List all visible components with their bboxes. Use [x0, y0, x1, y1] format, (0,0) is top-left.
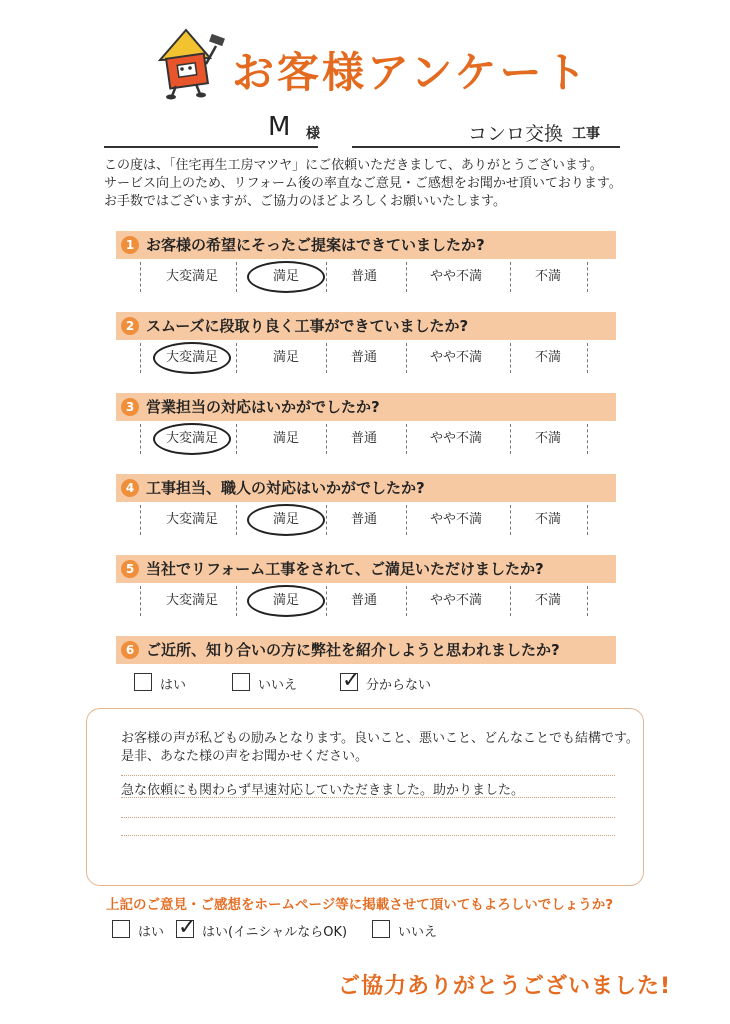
option-separator — [510, 586, 511, 616]
option-satisfied[interactable]: 満足 — [272, 512, 299, 527]
option-separator — [587, 586, 588, 616]
option-separator — [140, 505, 141, 535]
option-average[interactable]: 普通 — [350, 350, 377, 365]
option-separator — [236, 424, 237, 454]
question-1-options — [140, 260, 588, 294]
question-number-badge: 1 — [121, 236, 139, 254]
checkmark-icon: ✓ — [342, 668, 361, 693]
work-type-suffix: 工事 — [572, 126, 600, 142]
customer-name-underline — [104, 146, 318, 148]
option-dissatisfied[interactable]: 不満 — [534, 431, 561, 446]
question-2-header — [116, 312, 616, 340]
option-dissatisfied[interactable]: 不満 — [534, 350, 561, 365]
question-6-options — [134, 670, 464, 694]
question-text: お客様の希望にそったご提案はできていましたか? — [146, 236, 485, 254]
voice-prompt-line-2: 是非、あなた様の声をお聞かせください。 — [121, 749, 369, 764]
question-5-options — [140, 584, 588, 618]
option-somewhat-dissatisfied[interactable]: やや不満 — [429, 431, 482, 446]
option-average[interactable]: 普通 — [350, 593, 377, 608]
option-satisfied[interactable]: 満足 — [272, 269, 299, 284]
selected-answer-circle — [153, 423, 231, 455]
option-separator — [406, 505, 407, 535]
option-separator — [140, 343, 141, 373]
option-separator — [510, 424, 511, 454]
option-average[interactable]: 普通 — [350, 431, 377, 446]
question-6-header — [116, 636, 616, 664]
consent-question: 上記のご意見・ご感想をホームページ等に掲載させて頂いてもよろしいでしょうか? — [106, 897, 614, 913]
q6-checkbox-yes[interactable] — [134, 673, 152, 691]
option-separator — [587, 262, 588, 292]
q6-label-no: いいえ — [258, 678, 298, 693]
checkmark-icon: ✓ — [178, 915, 197, 940]
option-separator — [140, 424, 141, 454]
intro-text — [104, 157, 622, 211]
option-average[interactable]: 普通 — [350, 512, 377, 527]
option-very-satisfied[interactable]: 大変満足 — [165, 512, 218, 527]
voice-prompt-line-1: お客様の声が私どもの励みとなります。良いこと、悪いこと、どんなことでも結構です。 — [121, 731, 639, 746]
option-separator — [140, 262, 141, 292]
q6-label-yes: はい — [160, 678, 187, 693]
consent-label-no: いいえ — [398, 925, 438, 940]
question-3-header — [116, 393, 616, 421]
customer-name-suffix: 様 — [306, 126, 320, 142]
option-average[interactable]: 普通 — [350, 269, 377, 284]
question-text: ご近所、知り合いの方に弊社を紹介しようと思われましたか? — [146, 641, 560, 659]
option-separator — [236, 343, 237, 373]
consent-options — [112, 915, 452, 942]
consent-label-initials: はい(イニシャルならOK) — [202, 925, 348, 940]
page-title: お客様アンケート — [232, 48, 590, 97]
option-somewhat-dissatisfied[interactable]: やや不満 — [429, 512, 482, 527]
option-very-satisfied[interactable]: 大変満足 — [165, 593, 218, 608]
question-3-options — [140, 422, 588, 456]
option-separator — [510, 343, 511, 373]
writing-line — [121, 835, 615, 836]
customer-name: M — [268, 112, 291, 142]
option-separator — [510, 505, 511, 535]
option-dissatisfied[interactable]: 不満 — [534, 269, 561, 284]
option-separator — [236, 262, 237, 292]
question-text: 当社でリフォーム工事をされて、ご満足いただけましたか? — [146, 560, 544, 578]
question-2-options — [140, 341, 588, 375]
option-separator — [406, 586, 407, 616]
option-separator — [587, 343, 588, 373]
option-separator — [510, 262, 511, 292]
work-type-underline — [352, 146, 620, 148]
option-somewhat-dissatisfied[interactable]: やや不満 — [429, 593, 482, 608]
option-separator — [326, 424, 327, 454]
question-number-badge: 6 — [121, 641, 139, 659]
option-separator — [326, 586, 327, 616]
question-text: 営業担当の対応はいかがでしたか? — [146, 398, 380, 416]
option-somewhat-dissatisfied[interactable]: やや不満 — [429, 269, 482, 284]
option-separator — [326, 343, 327, 373]
question-number-badge: 3 — [121, 398, 139, 416]
selected-answer-circle — [153, 342, 231, 374]
option-separator — [140, 586, 141, 616]
writing-line — [121, 797, 615, 798]
question-1-header — [116, 231, 616, 259]
question-4-options — [140, 503, 588, 537]
mascot-logo — [152, 24, 230, 102]
question-5-header — [116, 555, 616, 583]
option-satisfied[interactable]: 満足 — [272, 593, 299, 608]
customer-comment: 急な依頼にも関わらず早速対応していただきました。助かりました。 — [121, 783, 525, 798]
consent-label-yes: はい — [138, 925, 165, 940]
option-separator — [406, 424, 407, 454]
question-number-badge: 5 — [121, 560, 139, 578]
question-number-badge: 2 — [121, 317, 139, 335]
option-separator — [326, 505, 327, 535]
selected-answer-circle — [247, 504, 325, 536]
option-separator — [587, 424, 588, 454]
option-separator — [236, 505, 237, 535]
option-separator — [236, 586, 237, 616]
option-separator — [406, 343, 407, 373]
option-very-satisfied[interactable]: 大変満足 — [165, 431, 218, 446]
option-separator — [587, 505, 588, 535]
writing-line — [121, 775, 615, 776]
question-4-header — [116, 474, 616, 502]
option-separator — [406, 262, 407, 292]
consent-checkbox-no[interactable] — [372, 920, 390, 938]
work-type: コンロ交換 — [468, 123, 564, 145]
intro-line-3: お手数ではございますが、ご協力のほどよろしくお願いいたします。 — [104, 194, 506, 209]
q6-checkbox-no[interactable] — [232, 673, 250, 691]
thanks-message: ご協力ありがとうございました! — [338, 974, 672, 999]
option-satisfied[interactable]: 満足 — [272, 350, 299, 365]
question-number-badge: 4 — [121, 479, 139, 497]
question-text: スムーズに段取り良く工事ができていましたか? — [146, 317, 469, 335]
intro-line-2: サービス向上のため、リフォーム後の率直なご意見・ご感想をお聞かせ頂いております。 — [104, 176, 622, 191]
intro-line-1: この度は、「住宅再生工房マツヤ」にご依頼いただきまして、ありがとうございます。 — [104, 158, 603, 173]
option-very-satisfied[interactable]: 大変満足 — [165, 269, 218, 284]
option-separator — [326, 262, 327, 292]
consent-checkbox-yes[interactable] — [112, 920, 130, 938]
option-dissatisfied[interactable]: 不満 — [534, 593, 561, 608]
selected-answer-circle — [247, 261, 325, 293]
selected-answer-circle — [247, 585, 325, 617]
customer-voice-box — [86, 708, 644, 886]
option-satisfied[interactable]: 満足 — [272, 431, 299, 446]
option-dissatisfied[interactable]: 不満 — [534, 512, 561, 527]
question-text: 工事担当、職人の対応はいかがでしたか? — [146, 479, 425, 497]
writing-line — [121, 817, 615, 818]
q6-label-unsure: 分からない — [366, 678, 432, 693]
option-somewhat-dissatisfied[interactable]: やや不満 — [429, 350, 482, 365]
option-very-satisfied[interactable]: 大変満足 — [165, 350, 218, 365]
